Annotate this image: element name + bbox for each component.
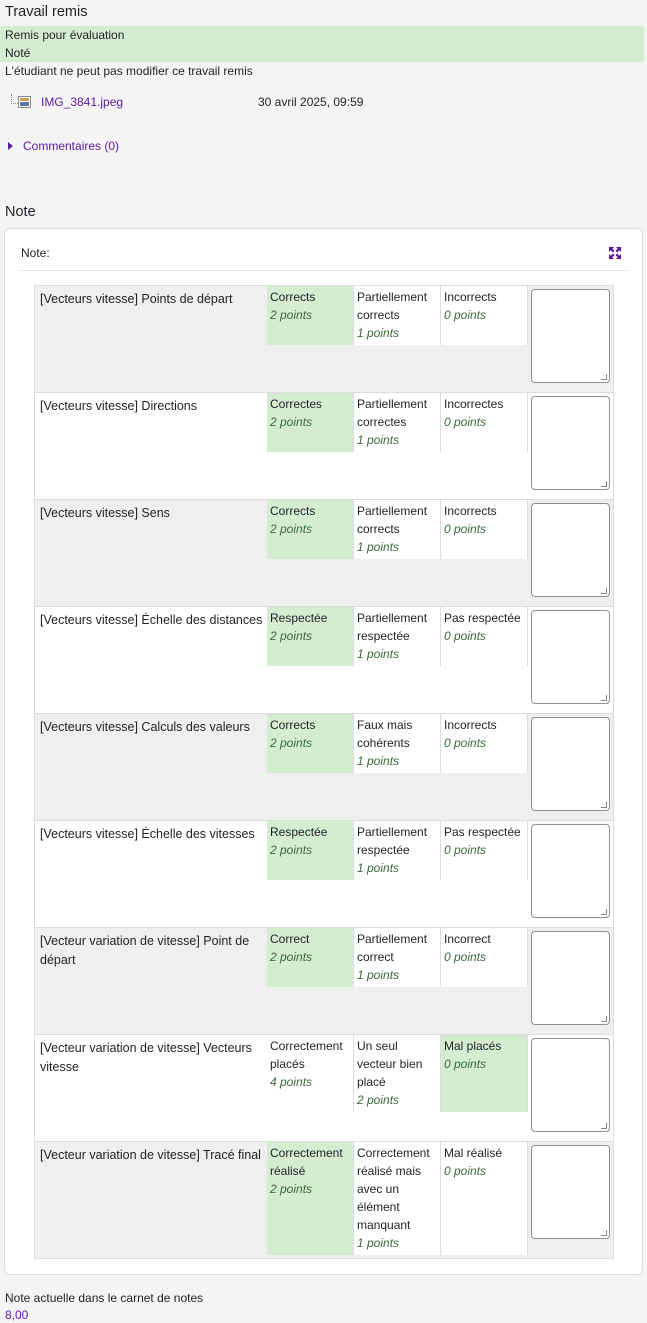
- remark-textarea[interactable]: [531, 1038, 610, 1132]
- level-score: 0 points: [444, 1057, 487, 1071]
- remark-textarea[interactable]: [531, 289, 610, 383]
- criterion-description: [Vecteurs vitesse] Calculs des valeurs: [40, 720, 250, 734]
- card-label: Note:: [21, 246, 50, 260]
- level-score: 1 points: [357, 647, 400, 661]
- remark-textarea[interactable]: [531, 396, 610, 490]
- criterion-row: [35, 714, 613, 821]
- criterion-level[interactable]: [267, 1142, 354, 1255]
- level-score: 2 points: [357, 1093, 400, 1107]
- level-score: 1 points: [357, 861, 400, 875]
- remark-textarea[interactable]: [531, 931, 610, 1025]
- level-definition: Corrects: [270, 504, 316, 518]
- criterion-description: [Vecteur variation de vitesse] Point de départ: [40, 934, 250, 967]
- remark-textarea[interactable]: [531, 503, 610, 597]
- criterion-description: [Vecteurs vitesse] Échelle des vitesses: [40, 827, 255, 841]
- gradebook-value[interactable]: 8,00: [5, 1308, 29, 1322]
- level-score: 1 points: [357, 326, 400, 340]
- level-definition: Un seul vecteur bien placé: [357, 1039, 423, 1089]
- level-score: 2 points: [270, 308, 313, 322]
- criterion-row: [35, 286, 613, 393]
- criterion-level[interactable]: [441, 286, 528, 345]
- criterion-level[interactable]: [441, 714, 528, 773]
- level-definition: Correctement placés: [270, 1039, 343, 1071]
- remark-textarea[interactable]: [531, 1145, 610, 1239]
- criterion-row: [35, 607, 613, 714]
- remark-textarea[interactable]: [531, 717, 610, 811]
- criterion-level[interactable]: [354, 393, 441, 452]
- criterion-level[interactable]: [441, 393, 528, 452]
- level-score: 1 points: [357, 433, 400, 447]
- card-separator: [21, 270, 627, 271]
- criterion-level[interactable]: [267, 286, 354, 345]
- criterion-description: [Vecteur variation de vitesse] Vecteurs vitesse: [40, 1041, 252, 1074]
- level-score: 0 points: [444, 843, 487, 857]
- criterion-row: [35, 500, 613, 607]
- level-score: 4 points: [270, 1075, 313, 1089]
- file-date: 30 avril 2025, 09:59: [258, 95, 364, 109]
- criterion-level[interactable]: [267, 500, 354, 559]
- level-definition: Mal placés: [444, 1039, 502, 1053]
- level-definition: Faux mais cohérents: [357, 718, 413, 750]
- criterion-level[interactable]: [441, 607, 528, 666]
- level-definition: Partiellement corrects: [357, 290, 428, 322]
- criterion-level[interactable]: [267, 1035, 354, 1112]
- criterion-description: [Vecteurs vitesse] Échelle des distances: [40, 613, 263, 627]
- criterion-description: [Vecteurs vitesse] Sens: [40, 506, 170, 520]
- lock-note: L'étudiant ne peut pas modifier ce travail remis: [5, 64, 253, 78]
- level-score: 2 points: [270, 415, 313, 429]
- level-score: 0 points: [444, 629, 487, 643]
- comments-link[interactable]: Commentaires (0): [23, 139, 120, 153]
- level-definition: Correct: [270, 932, 310, 946]
- criterion-level[interactable]: [354, 821, 441, 880]
- level-definition: Correctement réalisé mais avec un élément manquant: [357, 1146, 430, 1232]
- level-score: 0 points: [444, 308, 487, 322]
- level-definition: Incorrects: [444, 718, 497, 732]
- level-definition: Incorrect: [444, 932, 491, 946]
- criterion-level[interactable]: [354, 286, 441, 345]
- criterion-level[interactable]: [441, 500, 528, 559]
- level-score: 0 points: [444, 950, 487, 964]
- level-definition: Partiellement correct: [357, 932, 428, 964]
- level-score: 2 points: [270, 950, 313, 964]
- submission-title: Travail remis: [5, 4, 88, 20]
- level-score: 1 points: [357, 540, 400, 554]
- comments-toggle[interactable]: [8, 138, 119, 154]
- level-definition: Corrects: [270, 718, 316, 732]
- level-definition: Pas respectée: [444, 825, 521, 839]
- criterion-level[interactable]: [267, 821, 354, 880]
- level-score: 1 points: [357, 1236, 400, 1250]
- criterion-description: [Vecteur variation de vitesse] Tracé final: [40, 1148, 261, 1162]
- file-row: [0, 92, 644, 112]
- remark-textarea[interactable]: [531, 824, 610, 918]
- criterion-description: [Vecteurs vitesse] Points de départ: [40, 292, 233, 306]
- level-definition: Partiellement respectée: [357, 611, 428, 643]
- image-file-icon: [18, 96, 31, 108]
- criterion-level[interactable]: [267, 714, 354, 773]
- criterion-row: [35, 393, 613, 500]
- criterion-level[interactable]: [354, 1035, 441, 1112]
- criterion-row: [35, 821, 613, 928]
- criterion-row: [35, 1035, 613, 1142]
- level-definition: Pas respectée: [444, 611, 521, 625]
- level-definition: Incorrectes: [444, 397, 504, 411]
- submission-status: Remis pour évaluation: [0, 26, 644, 44]
- gradebook-label: Note actuelle dans le carnet de notes: [5, 1291, 204, 1305]
- level-score: 2 points: [270, 1182, 313, 1196]
- level-score: 1 points: [357, 754, 400, 768]
- level-score: 2 points: [270, 522, 313, 536]
- file-link[interactable]: IMG_3841.jpeg: [41, 95, 124, 109]
- expand-triangle-icon: [8, 142, 13, 150]
- level-score: 2 points: [270, 843, 313, 857]
- criterion-level[interactable]: [354, 1142, 441, 1255]
- level-score: 0 points: [444, 736, 487, 750]
- criterion-level[interactable]: [441, 1142, 528, 1255]
- level-definition: Partiellement correctes: [357, 397, 428, 429]
- level-definition: Partiellement respectée: [357, 825, 428, 857]
- level-definition: Correctement réalisé: [270, 1146, 343, 1178]
- level-definition: Mal réalisé: [444, 1146, 503, 1160]
- level-score: 0 points: [444, 415, 487, 429]
- criterion-row: [35, 928, 613, 1035]
- level-score: 2 points: [270, 736, 313, 750]
- rubric-table: [34, 285, 614, 1259]
- expand-arrows-icon[interactable]: [609, 247, 621, 259]
- remark-textarea[interactable]: [531, 610, 610, 704]
- level-definition: Respectée: [270, 611, 328, 625]
- level-score: 0 points: [444, 1164, 487, 1178]
- criterion-level[interactable]: [441, 1035, 528, 1112]
- grading-section-title: Note: [5, 204, 36, 220]
- level-score: 0 points: [444, 522, 487, 536]
- criterion-level[interactable]: [354, 928, 441, 987]
- criterion-level[interactable]: [354, 500, 441, 559]
- level-score: 2 points: [270, 629, 313, 643]
- level-definition: Respectée: [270, 825, 328, 839]
- level-definition: Incorrects: [444, 290, 497, 304]
- level-definition: Partiellement corrects: [357, 504, 428, 536]
- criterion-row: [35, 1142, 613, 1258]
- criterion-level[interactable]: [267, 607, 354, 666]
- level-definition: Corrects: [270, 290, 316, 304]
- grading-card: [4, 228, 643, 1275]
- criterion-level[interactable]: [354, 714, 441, 773]
- criterion-level[interactable]: [267, 928, 354, 987]
- grading-status: Noté: [0, 44, 644, 62]
- level-definition: Correctes: [270, 397, 323, 411]
- level-score: 1 points: [357, 968, 400, 982]
- criterion-level[interactable]: [441, 928, 528, 987]
- criterion-description: [Vecteurs vitesse] Directions: [40, 399, 198, 413]
- criterion-level[interactable]: [267, 393, 354, 452]
- criterion-level[interactable]: [441, 821, 528, 880]
- level-definition: Incorrects: [444, 504, 497, 518]
- criterion-level[interactable]: [354, 607, 441, 666]
